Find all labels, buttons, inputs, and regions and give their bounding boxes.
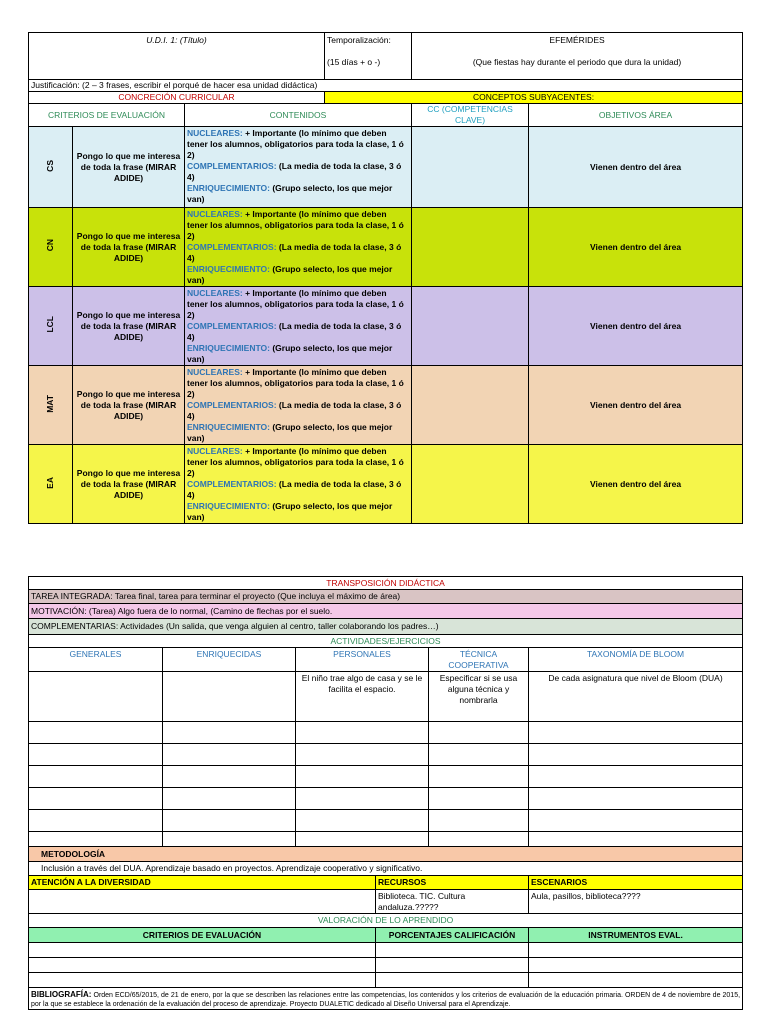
criterio-cell: Pongo lo que me interesa de toda la frase (MIRAR ADIDE) xyxy=(73,127,185,208)
col-criterios: CRITERIOS DE EVALUACIÓN xyxy=(29,104,185,127)
transposicion-title: TRANSPOSICIÓN DIDÁCTICA xyxy=(29,577,743,590)
area-label-cell xyxy=(29,127,73,208)
cc-cell xyxy=(412,366,529,445)
udi-top-table xyxy=(28,32,743,524)
enriquecimiento-text: (Grupo selecto, los que mejor van) xyxy=(187,264,393,285)
contenidos-cell xyxy=(185,208,412,287)
complementarios-label: COMPLEMENTARIOS: xyxy=(187,242,277,252)
objetivo-cell: Vienen dentro del área xyxy=(529,287,743,366)
motivacion: MOTIVACIÓN: (Tarea) Algo fuera de lo normal, (Camino de flechas por el suelo. xyxy=(29,604,743,619)
objetivo-cell: Vienen dentro del área xyxy=(529,208,743,287)
area-label-cell xyxy=(29,366,73,445)
atencion-cell xyxy=(29,890,376,914)
col-objetivos: OBJETIVOS ÁREA xyxy=(529,104,743,127)
complementarios-label: COMPLEMENTARIOS: xyxy=(187,400,277,410)
nucleares-text: + Importante (lo mínimo que deben tener los alumnos, obligatorios para toda la clase, 1 ó 2) xyxy=(187,446,404,478)
col-val-instrumentos: INSTRUMENTOS EVAL. xyxy=(529,928,743,943)
temporalizacion-value: (15 días + o -) xyxy=(327,57,381,67)
valoracion-title: VALORACIÓN DE LO APRENDIDO xyxy=(29,914,743,928)
complementarios-text: (La media de toda la clase, 3 ó 4) xyxy=(187,321,402,342)
area-label: LCL xyxy=(45,316,55,333)
complementarias: COMPLEMENTARIAS: Actividades (Un salida, que venga alguien al centro, taller colaborando los padres…) xyxy=(29,619,743,635)
cc-cell xyxy=(412,445,529,524)
bibliografia xyxy=(29,988,743,1010)
recursos-text: Biblioteca. TIC. Cultura andaluza.????? xyxy=(376,890,529,914)
contenidos-cell xyxy=(185,366,412,445)
transposicion-table xyxy=(28,576,743,1010)
col-personales: PERSONALES xyxy=(296,648,429,672)
area-label: MAT xyxy=(45,394,55,413)
objetivo-cell: Vienen dentro del área xyxy=(529,366,743,445)
col-generales: GENERALES xyxy=(29,648,163,672)
enriquecimiento-text: (Grupo selecto, los que mejor van) xyxy=(187,343,393,364)
objetivo-cell: Vienen dentro del área xyxy=(529,445,743,524)
tecnica-cell: Especificar si se usa alguna técnica y nombrarla xyxy=(429,672,529,722)
bibliografia-text: Orden ECD/65/2015, de 21 de enero, por la que se describen las relaciones entre las competencias, los contenidos y los criterios de evaluación de la educación primaria. ORDEN de 4 de noviembre de 2015, por la que se establece la ordenación de la evaluación del proceso de aprendizaje. Proyecto DUALETIC dedicado al Diseño Universal para el Aprendizaje. xyxy=(31,992,741,1008)
col-cc: CC (COMPETENCIAS CLAVE) xyxy=(412,104,529,127)
cc-cell xyxy=(412,127,529,208)
recursos-label: RECURSOS xyxy=(376,876,529,890)
area-row xyxy=(29,366,743,445)
col-val-criterios: CRITERIOS DE EVALUACIÓN xyxy=(29,928,376,943)
area-label: EA xyxy=(45,476,55,489)
tarea-integrada: TAREA INTEGRADA: Tarea final, tarea para terminar el proyecto (Que incluya el máximo de área) xyxy=(29,590,743,604)
area-row xyxy=(29,445,743,524)
escenarios-label: ESCENARIOS xyxy=(529,876,743,890)
contenidos-cell xyxy=(185,287,412,366)
efemerides-label: EFEMÉRIDES xyxy=(549,35,605,45)
col-enriquecidas: ENRIQUECIDAS xyxy=(163,648,296,672)
complementarios-text: (La media de toda la clase, 3 ó 4) xyxy=(187,161,402,182)
complementarios-text: (La media de toda la clase, 3 ó 4) xyxy=(187,400,402,421)
criterio-cell: Pongo lo que me interesa de toda la frase (MIRAR ADIDE) xyxy=(73,366,185,445)
nucleares-label: NUCLEARES: xyxy=(187,128,243,138)
col-tecnica: TÉCNICA COOPERATIVA xyxy=(429,648,529,672)
enriquecimiento-label: ENRIQUECIMIENTO: xyxy=(187,422,270,432)
enriquecimiento-label: ENRIQUECIMIENTO: xyxy=(187,264,270,274)
efemerides-cell xyxy=(412,33,743,80)
cc-cell xyxy=(412,208,529,287)
enriquecimiento-label: ENRIQUECIMIENTO: xyxy=(187,343,270,353)
bibliografia-label: BIBLIOGRAFÍA: xyxy=(31,990,92,999)
nucleares-label: NUCLEARES: xyxy=(187,288,243,298)
criterio-cell: Pongo lo que me interesa de toda la frase (MIRAR ADIDE) xyxy=(73,445,185,524)
nucleares-text: + Importante (lo mínimo que deben tener los alumnos, obligatorios para toda la clase, 1 ó 2) xyxy=(187,288,404,320)
atencion-diversidad: ATENCIÓN A LA DIVERSIDAD xyxy=(29,876,376,890)
col-bloom: TAXONOMÍA DE BLOOM xyxy=(529,648,743,672)
objetivo-cell: Vienen dentro del área xyxy=(529,127,743,208)
complementarios-text: (La media de toda la clase, 3 ó 4) xyxy=(187,242,402,263)
area-row xyxy=(29,208,743,287)
area-label-cell xyxy=(29,208,73,287)
metodologia-text: Inclusión a través del DUA. Aprendizaje basado en proyectos. Aprendizaje cooperativo y significativo. xyxy=(29,862,743,876)
justificacion: Justificación: (2 – 3 frases, escribir el porqué de hacer esa unidad didáctica) xyxy=(29,80,743,92)
area-row xyxy=(29,127,743,208)
temporalizacion-label: Temporalización: xyxy=(327,35,391,45)
enriquecimiento-text: (Grupo selecto, los que mejor van) xyxy=(187,422,393,443)
escenarios-text: Aula, pasillos, biblioteca???? xyxy=(529,890,743,914)
conceptos-subyacentes: CONCEPTOS SUBYACENTES: xyxy=(325,92,743,104)
temporalizacion-cell xyxy=(325,33,412,80)
nucleares-text: + Importante (lo mínimo que deben tener los alumnos, obligatorios para toda la clase, 1 ó 2) xyxy=(187,128,404,160)
complementarios-label: COMPLEMENTARIOS: xyxy=(187,161,277,171)
criterio-cell: Pongo lo que me interesa de toda la frase (MIRAR ADIDE) xyxy=(73,208,185,287)
col-val-porcentajes: PORCENTAJES CALIFICACIÓN xyxy=(376,928,529,943)
area-row xyxy=(29,287,743,366)
nucleares-label: NUCLEARES: xyxy=(187,446,243,456)
col-contenidos: CONTENIDOS xyxy=(185,104,412,127)
nucleares-label: NUCLEARES: xyxy=(187,367,243,377)
complementarios-label: COMPLEMENTARIOS: xyxy=(187,321,277,331)
nucleares-label: NUCLEARES: xyxy=(187,209,243,219)
contenidos-cell xyxy=(185,445,412,524)
contenidos-cell xyxy=(185,127,412,208)
area-label: CS xyxy=(45,159,55,172)
criterio-cell: Pongo lo que me interesa de toda la frase (MIRAR ADIDE) xyxy=(73,287,185,366)
generales-cell xyxy=(29,672,163,722)
enriquecimiento-text: (Grupo selecto, los que mejor van) xyxy=(187,183,393,204)
cc-cell xyxy=(412,287,529,366)
enriquecimiento-label: ENRIQUECIMIENTO: xyxy=(187,183,270,193)
area-label-cell xyxy=(29,287,73,366)
complementarios-label: COMPLEMENTARIOS: xyxy=(187,479,277,489)
concrecion-curricular: CONCRECIÓN CURRICULAR xyxy=(29,92,325,104)
enriquecidas-cell xyxy=(163,672,296,722)
udi-title: U.D.I. 1: (Título) xyxy=(29,33,325,80)
area-label-cell xyxy=(29,445,73,524)
enriquecimiento-label: ENRIQUECIMIENTO: xyxy=(187,501,270,511)
efemerides-value: (Que fiestas hay durante el periodo que dura la unidad) xyxy=(472,57,682,67)
area-label: CN xyxy=(45,239,55,252)
nucleares-text: + Importante (lo mínimo que deben tener los alumnos, obligatorios para toda la clase, 1 ó 2) xyxy=(187,367,404,399)
enriquecimiento-text: (Grupo selecto, los que mejor van) xyxy=(187,501,393,522)
metodologia-label: METODOLOGÍA xyxy=(29,847,743,862)
bloom-cell: De cada asignatura que nivel de Bloom (DUA) xyxy=(529,672,743,722)
complementarios-text: (La media de toda la clase, 3 ó 4) xyxy=(187,479,402,500)
actividades-title: ACTIVIDADES/EJERCICIOS xyxy=(29,635,743,648)
nucleares-text: + Importante (lo mínimo que deben tener los alumnos, obligatorios para toda la clase, 1 ó 2) xyxy=(187,209,404,241)
personales-cell: El niño trae algo de casa y se le facilita el espacio. xyxy=(296,672,429,722)
